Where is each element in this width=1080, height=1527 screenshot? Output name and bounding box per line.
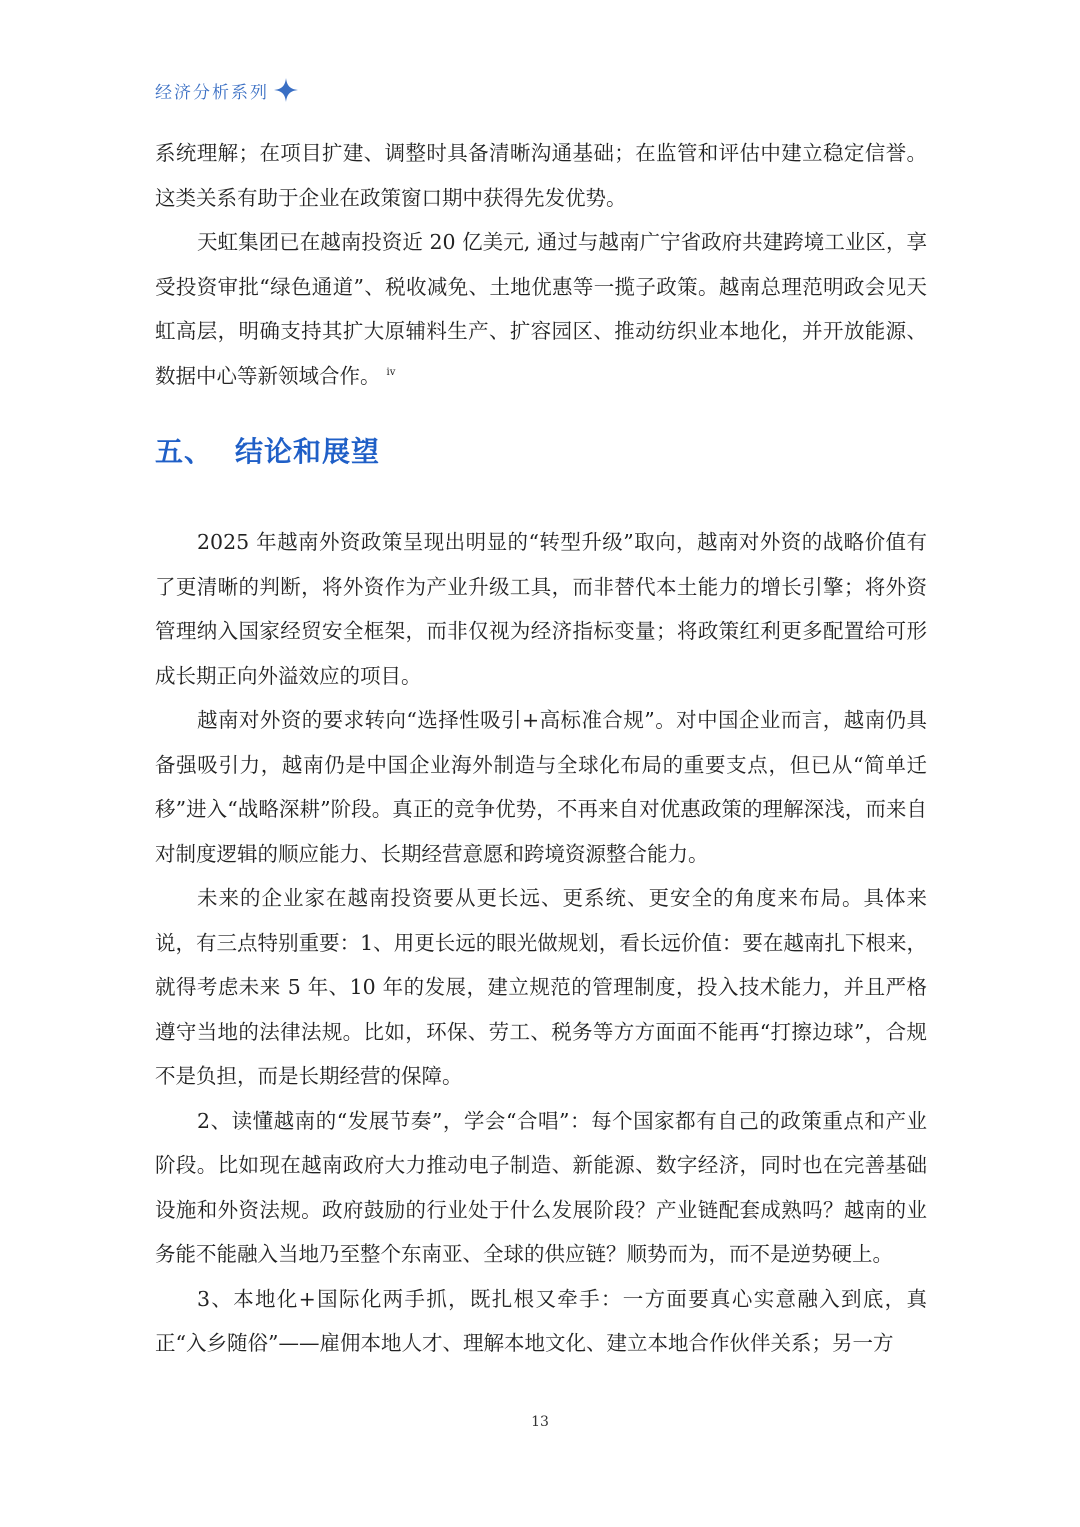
footnote-marker[interactable]: iv [386,366,396,378]
series-title: 经济分析系列 [155,82,269,103]
page-number: 13 [531,1414,549,1430]
section-number: 五、 [155,435,214,468]
section-title: 结论和展望 [235,435,381,468]
page-header [155,74,299,106]
paragraph: 越南对外资的要求转向“选择性吸引+高标准合规”。对中国企业而言，越南仍具备强吸引力，越南仍是中国企业海外制造与全球化布局的重要支点，但已从“简单迁移”进入“战略深耕”阶段。真正的竞争优势，不再来自对优惠政策的理解深浅，而来自对制度逻辑的顺应能力、长期经营意愿和跨境资源整合能力。 [155,708,927,866]
paragraph: 系统理解；在项目扩建、调整时具备清晰沟通基础；在监管和评估中建立稳定信誉。这类关系有助于企业在政策窗口期中获得先发优势。 [155,141,927,210]
four-point-star-icon [273,77,299,103]
paragraph [155,220,927,398]
section-heading [155,398,927,520]
paragraph: 2025 年越南外资政策呈现出明显的“转型升级”取向，越南对外资的战略价值有了更清晰的判断，将外资作为产业升级工具，而非替代本土能力的增长引擎；将外资管理纳入国家经贸安全框架，而非仅视为经济指标变量；将政策红利更多配置给可形成长期正向外溢效应的项目。 [155,530,927,688]
paragraph-text: 天虹集团已在越南投资近 20 亿美元, 通过与越南广宁省政府共建跨境工业区，享受投资审批“绿色通道”、税收减免、土地优惠等一揽子政策。越南总理范明政会见天虹高层，明确支持其扩大原辅料生产、扩容园区、推动纺织业本地化，并开放能源、数据中心等新领域合作。 [155,230,927,388]
page-content [155,131,927,1366]
paragraph: 3、本地化+国际化两手抓，既扎根又牵手：一方面要真心实意融入到底，真正“入乡随俗”——雇佣本地人才、理解本地文化、建立本地合作伙伴关系；另一方 [155,1286,927,1355]
paragraph: 2、读懂越南的“发展节奏”，学会“合唱”：每个国家都有自己的政策重点和产业阶段。比如现在越南政府大力推动电子制造、新能源、数字经济，同时也在完善基础设施和外资法规。政府鼓励的行业处于什么发展阶段？产业链配套成熟吗？越南的业务能不能融入当地乃至整个东南亚、全球的供应链？顺势而为，而不是逆势硬上。 [155,1108,927,1266]
paragraph: 未来的企业家在越南投资要从更长远、更系统、更安全的角度来布局。具体来说，有三点特别重要：1、用更长远的眼光做规划，看长远价值：要在越南扎下根来，就得考虑未来 5 年、10 年的发展，建立规范的管理制度，投入技术能力，并且严格遵守当地的法律法规。比如，环保、劳工、税务等方方面面不能再“打擦边球”，合规不是负担，而是长期经营的保障。 [155,886,927,1088]
